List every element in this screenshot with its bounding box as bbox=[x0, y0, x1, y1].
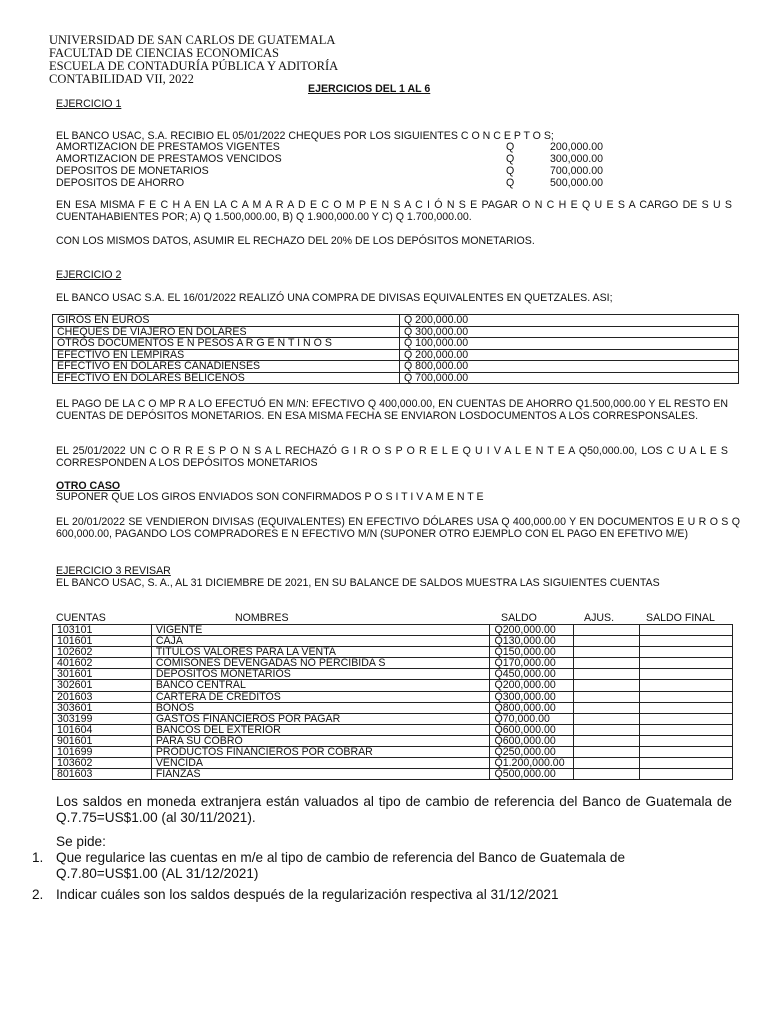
ej3-balance-table bbox=[52, 624, 733, 780]
ej1-item-amount: 500,000.00 bbox=[550, 177, 604, 189]
ej1-title: EJERCICIO 1 bbox=[56, 98, 122, 110]
ej2-otro-caso-title: OTRO CASO bbox=[56, 480, 121, 492]
table-row bbox=[53, 636, 733, 647]
ej1-item-label: AMORTIZACION DE PRESTAMOS VENCIDOS bbox=[56, 153, 282, 165]
account-saldo: Q150,000.00 bbox=[490, 647, 574, 658]
ej2-paragraph-corresponsal: EL 25/01/2022 UN C O R R E S P O N S A L RECHAZÓ G I R O S P O R E L E Q U I V A L E N T E A Q50,000.00, LOS C U A L E S CORRESPONDEN A LOS DEPÓSITOS MONETARIOS bbox=[56, 445, 728, 469]
ej2-row-value: Q 200,000.00 bbox=[400, 349, 739, 361]
ej1-item-currency: Q bbox=[506, 177, 515, 189]
account-name: VENCIDA bbox=[151, 758, 490, 769]
account-saldo: Q170,000.00 bbox=[490, 658, 574, 669]
table-row bbox=[53, 713, 733, 724]
table-row bbox=[53, 680, 733, 691]
ej2-row-value: Q 100,000.00 bbox=[400, 338, 739, 350]
account-final bbox=[640, 758, 733, 769]
table-row bbox=[53, 724, 733, 735]
table-row bbox=[53, 625, 733, 636]
account-code: 303601 bbox=[53, 702, 152, 713]
account-ajus bbox=[574, 691, 640, 702]
ej2-row-label: CHEQUES DE VIAJERO EN DOLARES bbox=[53, 326, 400, 338]
header-university: UNIVERSIDAD DE SAN CARLOS DE GUATEMALA bbox=[49, 33, 336, 47]
ej2-otro-caso-line: SUPONER QUE LOS GIROS ENVIADOS SON CONFIRMADOS P O S I T I V A M E N T E bbox=[56, 491, 484, 503]
account-code: 201603 bbox=[53, 691, 152, 702]
ej2-title: EJERCICIO 2 bbox=[56, 269, 122, 281]
ej1-item-amount: 300,000.00 bbox=[550, 153, 604, 165]
ej2-row-label: EFECTIVO EN DOLARES BELICENOS bbox=[53, 372, 400, 384]
main-title: EJERCICIOS DEL 1 AL 6 bbox=[308, 83, 431, 95]
account-name: PRODUCTOS FINANCIEROS POR COBRAR bbox=[151, 747, 490, 758]
table-row bbox=[53, 326, 739, 338]
ej3-paragraph-saldos: Los saldos en moneda extranjera están valuados al tipo de cambio de referencia del Banco de Guatemala de Q.7.75=US$1.00 (al 30/11/2021). bbox=[56, 794, 732, 825]
table-row bbox=[53, 691, 733, 702]
task-number: 1. bbox=[32, 850, 44, 865]
account-ajus bbox=[574, 625, 640, 636]
ej2-row-label: OTROS DOCUMENTOS E N PESOS A R G E N T I N O S bbox=[53, 338, 400, 350]
table-row bbox=[53, 361, 739, 373]
ej3-se-pide: Se pide: bbox=[56, 834, 106, 849]
account-final bbox=[640, 702, 733, 713]
account-saldo: Q250,000.00 bbox=[490, 747, 574, 758]
table-row bbox=[53, 758, 733, 769]
account-code: 302601 bbox=[53, 680, 152, 691]
account-name: FIANZAS bbox=[151, 769, 490, 780]
account-final bbox=[640, 647, 733, 658]
ej1-item-amount: 200,000.00 bbox=[550, 141, 604, 153]
account-ajus bbox=[574, 724, 640, 735]
col-header-ajus: AJUS. bbox=[584, 612, 615, 624]
ej1-intro: EL BANCO USAC, S.A. RECIBIO EL 05/01/2022 CHEQUES POR LOS SIGUIENTES C O N C E P T O S; bbox=[56, 130, 554, 142]
table-row bbox=[53, 315, 739, 327]
ej2-intro: EL BANCO USAC S.A. EL 16/01/2022 REALIZÓ UNA COMPRA DE DIVISAS EQUIVALENTES EN QUETZALES. ASI; bbox=[56, 292, 613, 304]
account-code: 401602 bbox=[53, 658, 152, 669]
col-header-cuentas: CUENTAS bbox=[56, 612, 106, 624]
ej2-row-value: Q 800,000.00 bbox=[400, 361, 739, 373]
account-saldo: Q130,000.00 bbox=[490, 636, 574, 647]
ej1-item-label: DEPOSITOS DE MONETARIOS bbox=[56, 165, 209, 177]
ej1-item-label: DEPOSITOS DE AHORRO bbox=[56, 177, 185, 189]
ej1-item-label: AMORTIZACION DE PRESTAMOS VIGENTES bbox=[56, 141, 280, 153]
account-ajus bbox=[574, 669, 640, 680]
account-code: 303199 bbox=[53, 713, 152, 724]
account-code: 101699 bbox=[53, 747, 152, 758]
account-saldo: Q200,000.00 bbox=[490, 680, 574, 691]
header-course: CONTABILIDAD VII, 2022 bbox=[49, 72, 194, 86]
account-name: GASTOS FINANCIEROS POR PAGAR bbox=[151, 713, 490, 724]
task-text: Indicar cuáles son los saldos después de la regularización respectiva al 31/12/2021 bbox=[56, 887, 559, 902]
account-code: 101604 bbox=[53, 724, 152, 735]
ej1-paragraph-camara: EN ESA MISMA F E C H A EN LA C A M A R A D E C O M P E N S A C I Ó N S E PAGAR O N C H E Q U E S A CARGO DE S U S CUENTAHABIENTES POR; A) Q 1.500,000.00, B) Q 1.900,000.00 Y C) Q 1.700,000.00. bbox=[56, 199, 732, 223]
account-name: CAJA bbox=[151, 636, 490, 647]
account-name: VIGENTE bbox=[151, 625, 490, 636]
table-row bbox=[53, 338, 739, 350]
ej2-paragraph-venta: EL 20/01/2022 SE VENDIERON DIVISAS (EQUIVALENTES) EN EFECTIVO DÓLARES USA Q 400,000.00 Y EN DOCUMENTOS E U R O S Q 600,000.00, PAGANDO LOS COMPRADORES E N EFECTIVO M/N (SUPONER OTRO EJEMPLO CON EL PAGO EN EFETIVO M/E) bbox=[56, 516, 740, 540]
ej2-row-value: Q 700,000.00 bbox=[400, 372, 739, 384]
ej1-paragraph-rechazo: CON LOS MISMOS DATOS, ASUMIR EL RECHAZO DEL 20% DE LOS DEPÓSITOS MONETARIOS. bbox=[56, 235, 535, 247]
account-name: PARA SU COBRO bbox=[151, 735, 490, 746]
account-final bbox=[640, 625, 733, 636]
table-row bbox=[53, 372, 739, 384]
account-code: 901601 bbox=[53, 735, 152, 746]
account-code: 101601 bbox=[53, 636, 152, 647]
account-code: 103101 bbox=[53, 625, 152, 636]
account-final bbox=[640, 658, 733, 669]
table-row bbox=[53, 669, 733, 680]
account-final bbox=[640, 735, 733, 746]
task-text: Que regularice las cuentas en m/e al tipo de cambio de referencia del Banco de Guatemala de Q.7.80=US$1.00 (AL 31/12/2021) bbox=[56, 850, 626, 881]
table-row bbox=[53, 747, 733, 758]
account-saldo: Q600,000.00 bbox=[490, 735, 574, 746]
ej1-item-currency: Q bbox=[506, 153, 515, 165]
account-name: DEPOSITOS MONETARIOS bbox=[151, 669, 490, 680]
col-header-saldo: SALDO bbox=[501, 612, 537, 624]
account-final bbox=[640, 769, 733, 780]
ej2-row-label: GIROS EN EUROS bbox=[53, 315, 400, 327]
ej1-item-amount: 700,000.00 bbox=[550, 165, 604, 177]
col-header-saldo-final: SALDO FINAL bbox=[646, 612, 715, 624]
col-header-nombres: NOMBRES bbox=[235, 612, 289, 624]
account-name: CARTERA DE CREDITOS bbox=[151, 691, 490, 702]
account-saldo: Q450,000.00 bbox=[490, 669, 574, 680]
ej2-row-label: EFECTIVO EN DOLARES CANADIENSES bbox=[53, 361, 400, 373]
account-saldo: Q500,000.00 bbox=[490, 769, 574, 780]
table-row bbox=[53, 735, 733, 746]
account-ajus bbox=[574, 758, 640, 769]
account-ajus bbox=[574, 647, 640, 658]
account-name: TITULOS VALORES PARA LA VENTA bbox=[151, 647, 490, 658]
account-final bbox=[640, 691, 733, 702]
table-row bbox=[53, 769, 733, 780]
ej1-item-currency: Q bbox=[506, 141, 515, 153]
ej1-item-currency: Q bbox=[506, 165, 515, 177]
table-row bbox=[53, 349, 739, 361]
account-final bbox=[640, 680, 733, 691]
account-ajus bbox=[574, 658, 640, 669]
account-final bbox=[640, 713, 733, 724]
account-final bbox=[640, 747, 733, 758]
account-code: 103602 bbox=[53, 758, 152, 769]
account-name: COMISONES DEVENGADAS NO PERCIBIDA S bbox=[151, 658, 490, 669]
account-ajus bbox=[574, 636, 640, 647]
account-name: BONOS bbox=[151, 702, 490, 713]
account-saldo: Q300,000.00 bbox=[490, 691, 574, 702]
account-code: 301601 bbox=[53, 669, 152, 680]
account-saldo: Q1.200,000.00 bbox=[490, 758, 574, 769]
table-row bbox=[53, 658, 733, 669]
account-final bbox=[640, 669, 733, 680]
ej3-intro: EL BANCO USAC, S. A., AL 31 DICIEMBRE DE 2021, EN SU BALANCE DE SALDOS MUESTRA LAS SIGUIENTES CUENTAS bbox=[56, 577, 660, 589]
account-saldo: Q800,000.00 bbox=[490, 702, 574, 713]
account-ajus bbox=[574, 747, 640, 758]
ej2-row-label: EFECTIVO EN LEMPIRAS bbox=[53, 349, 400, 361]
ej2-paragraph-pago: EL PAGO DE LA C O MP R A LO EFECTUÓ EN M/N: EFECTIVO Q 400,000.00, EN CUENTAS DE AHORRO Q1.500,000.00 Y EL RESTO EN CUENTAS DE DEPÓSITOS MONETARIOS. EN ESA MISMA FECHA SE ENVIARON LOSDOCUMENTOS A LOS CORRESPONSALES. bbox=[56, 398, 728, 422]
account-saldo: Q600,000.00 bbox=[490, 724, 574, 735]
account-ajus bbox=[574, 680, 640, 691]
header-faculty: FACULTAD DE CIENCIAS ECONOMICAS bbox=[49, 46, 279, 60]
account-saldo: Q70,000.00 bbox=[490, 713, 574, 724]
account-code: 801603 bbox=[53, 769, 152, 780]
account-final bbox=[640, 636, 733, 647]
account-ajus bbox=[574, 735, 640, 746]
account-saldo: Q200,000.00 bbox=[490, 625, 574, 636]
account-ajus bbox=[574, 713, 640, 724]
account-ajus bbox=[574, 702, 640, 713]
account-ajus bbox=[574, 769, 640, 780]
table-row bbox=[53, 647, 733, 658]
ej2-row-value: Q 200,000.00 bbox=[400, 315, 739, 327]
account-code: 102602 bbox=[53, 647, 152, 658]
account-name: BANCOS DEL EXTERIOR bbox=[151, 724, 490, 735]
account-name: BANCO CENTRAL bbox=[151, 680, 490, 691]
task-number: 2. bbox=[32, 887, 44, 902]
account-final bbox=[640, 724, 733, 735]
ej3-title: EJERCICIO 3 REVISAR bbox=[56, 565, 171, 577]
ej2-row-value: Q 300,000.00 bbox=[400, 326, 739, 338]
table-row bbox=[53, 702, 733, 713]
header-school: ESCUELA DE CONTADURÍA PÚBLICA Y ADITORÍA bbox=[49, 59, 339, 73]
ej2-divisas-table bbox=[52, 314, 739, 384]
